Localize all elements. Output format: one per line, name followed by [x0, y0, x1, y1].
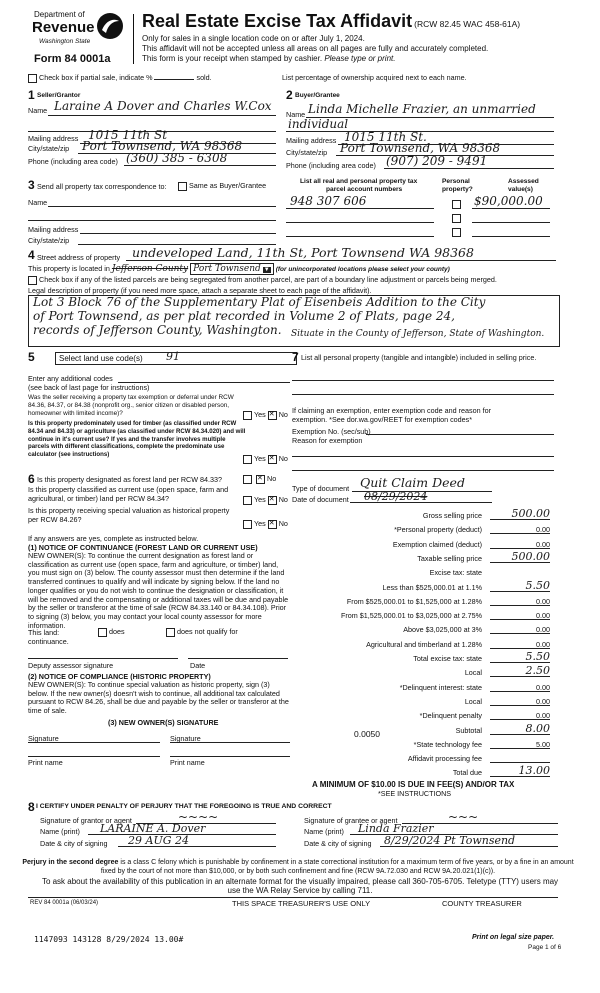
correspondence-heading: Send all property tax correspondence to:: [37, 182, 167, 191]
buyer-section: [286, 88, 554, 176]
doc-date-field[interactable]: 08/29/2024: [364, 490, 428, 503]
calc-amount-line: [490, 762, 550, 763]
does-option: [98, 627, 125, 637]
calc-value-field[interactable]: 5.00: [536, 739, 550, 749]
buyer-city-label: City/state/zip: [286, 148, 328, 157]
grantor-signature-label: Signature of grantor or agent: [40, 816, 132, 825]
partial-sale-sold: sold.: [196, 73, 212, 82]
calc-value-field[interactable]: 13.00: [518, 764, 550, 778]
signature-label-2: Signature: [170, 734, 201, 743]
calc-label: Agricultural and timberland at 1.28%: [366, 639, 482, 649]
footer-divider: [28, 897, 558, 898]
seller-name-label: Name: [28, 106, 48, 115]
calc-value-field[interactable]: 8.00: [525, 721, 550, 735]
calc-label: *Personal property (deduct): [394, 525, 482, 535]
calc-row: [292, 608, 554, 622]
current-use-question: Is this property classified as current use (open space, farm and agricultural, or timber) land per RCW 84.34?: [28, 485, 229, 503]
alternate-format-notice: To ask about the availability of this publication in an alternate format for the visually impaired, please call 360-705-6705. Teletype (TTY) users may use the WA Relay Service by calling 711.: [41, 877, 559, 895]
corr-address-field[interactable]: [80, 233, 276, 234]
exemption-reason-field-1[interactable]: [292, 456, 554, 457]
continuance-label: continuance.: [28, 637, 69, 646]
historic-yes-checkbox[interactable]: [243, 520, 252, 529]
section-3-number: 3: [28, 178, 35, 192]
calc-value-field[interactable]: 0.00: [536, 625, 550, 635]
forest-section: [28, 472, 290, 802]
buyer-name-label: Name: [286, 110, 306, 119]
calc-row: [292, 651, 554, 665]
calc-label: Gross selling price: [422, 511, 482, 520]
calc-label: Local: [464, 668, 482, 678]
section-2-number: 2: [286, 88, 293, 102]
legal-description-box[interactable]: [28, 295, 560, 347]
form-title: [142, 11, 520, 32]
historic-no-checkbox[interactable]: [268, 520, 277, 529]
exemption-yes-label: Yes: [254, 410, 266, 419]
parcel-header-2: parcel account numbers: [326, 186, 403, 193]
section-4-number: 4: [28, 248, 35, 262]
forest-yes-no: [243, 474, 276, 484]
calc-value-field[interactable]: 0.00: [536, 539, 550, 549]
calc-label: *State technology fee: [413, 739, 482, 749]
correspondence-section: [28, 178, 278, 248]
exemption-reason-label: Reason for exemption: [292, 436, 363, 445]
calc-row: [292, 765, 554, 779]
legal-line-4: Situate in the County of Jefferson, State of Washington.: [291, 329, 545, 339]
same-as-buyer-option: [178, 181, 266, 191]
calc-value-field[interactable]: 0.00: [536, 596, 550, 606]
calc-label: Taxable selling price: [417, 553, 482, 563]
timber-question: Is this property predominately used for timber (as classified under RCW 84.34 and 84.33) or agriculture (as classified under RCW 84.34.020) and will continue in it's current use? If yes and the transfer involves multiple parcels with different classifications, complete the predominate use calculator (see instructions): [28, 420, 246, 459]
location-select[interactable]: [190, 263, 274, 275]
historic-question: Is this property receiving special valuation as historical property per RCW 84.26?: [28, 506, 230, 524]
assessed-header-1: Assessed: [508, 178, 539, 185]
current-use-no-checkbox[interactable]: [268, 496, 277, 505]
forest-no-checkbox[interactable]: [256, 475, 265, 484]
certification-text: I CERTIFY UNDER PENALTY OF PERJURY THAT THE FOREGOING IS TRUE AND CORRECT: [36, 803, 332, 810]
section-7-number: 7: [292, 350, 299, 364]
deputy-signature-label: Deputy assessor signature: [28, 661, 114, 670]
calc-row: [292, 537, 554, 551]
seller-address-field[interactable]: 1015 11th St: [88, 128, 168, 142]
grantor-date-field[interactable]: 29 AUG 24: [128, 834, 189, 847]
revision-label: REV 84 0001a (06/03/24): [30, 900, 99, 906]
boundary-row: [28, 275, 497, 285]
calc-label: Excise tax: state: [429, 568, 482, 578]
form-number: Form 84 0001a: [34, 53, 111, 65]
historic-yes-no: [243, 519, 288, 529]
ownership-note: List percentage of ownership acquired next to each name.: [282, 73, 467, 82]
section-8-number: 8: [28, 800, 35, 814]
notice-1-body: NEW OWNER(S): To continue the current designation as forest land or classification as current use (open space, farm and agriculture, or timber) land, you must sign on (3) below. The county assessor must then determine if the land transferred continues to qualify and will indicate by signing below. If the land no longer qualifies or you do not wish to continue the designation or classification, it will be removed and the compensating or additional taxes will be due and payable by the seller or transferor at the time of sale (RCW 84.33.140 or 84.34.108). Prior to signing (3) below, you may contact your local county assessor for more information.: [28, 551, 289, 630]
seller-city-label: City/state/zip: [28, 144, 70, 153]
exemption-claim-text-a: If claiming an exemption, enter exemption code and reason for: [292, 406, 491, 415]
street-address-label: Street address of property: [37, 253, 121, 262]
calc-row: [292, 637, 554, 651]
calc-row: [292, 565, 554, 579]
land-use-code: 91: [166, 350, 180, 363]
calc-label: Less than $525,000.01 at 1.1%: [382, 582, 482, 592]
grantee-date-label: Date & city of signing: [304, 839, 372, 848]
seller-address-label: Mailing address: [28, 134, 79, 143]
calc-value-field[interactable]: 0.00: [536, 525, 550, 535]
treasurer-use-only: THIS SPACE TREASURER'S USE ONLY: [232, 899, 371, 908]
legal-paper-note: [472, 934, 554, 941]
header-note-2: This affidavit will not be accepted unless all areas on all pages are fully and accurately completed.: [142, 44, 489, 53]
chevron-down-icon: ▼: [263, 267, 270, 273]
calc-row: [292, 594, 554, 608]
partial-sale-label: Check box if partial sale, indicate %: [39, 73, 153, 82]
exemption-number-field[interactable]: [366, 434, 554, 435]
calc-row: [292, 751, 554, 765]
owner-print-1-field[interactable]: [28, 756, 160, 757]
boundary-label: Check box if any of the listed parcels are being segregated from another parcel, are part of a boundary line adjustment or parcels being merged.: [39, 275, 497, 284]
calc-row: [292, 622, 554, 636]
notice-2-title: (2) NOTICE OF COMPLIANCE (HISTORIC PROPERTY): [28, 672, 211, 681]
form-title-text: Real Estate Excise Tax Affidavit: [142, 11, 413, 31]
timber-no-checkbox[interactable]: [268, 455, 277, 464]
signature-label-1: Signature: [28, 734, 59, 743]
assessed-value-field[interactable]: $90,000.00: [474, 194, 543, 208]
buyer-address-field[interactable]: 1015 11th St.: [344, 130, 427, 144]
calc-label: Exemption claimed (deduct): [392, 539, 482, 549]
calc-row: [292, 694, 554, 708]
additional-codes-note: (see back of last page for instructions): [28, 383, 150, 392]
county-treasurer-label: COUNTY TREASURER: [442, 899, 522, 908]
grantor-name-field[interactable]: LARAINE A. Dover: [100, 822, 206, 835]
grantor-name-label: Name (print): [40, 827, 80, 836]
calc-label: From $525,000.01 to $1,525,000 at 1.28%: [346, 596, 482, 606]
local-rate-value: 0.0050: [354, 729, 380, 739]
notice-3-title: (3) NEW OWNER(S) SIGNATURE: [108, 718, 219, 727]
timber-yes-label: Yes: [254, 454, 266, 463]
header-note-3b: Please type or print.: [324, 54, 396, 63]
grantor-date-label: Date & city of signing: [40, 839, 108, 848]
calc-label: Total due: [452, 768, 482, 778]
calc-value-field[interactable]: 0.00: [536, 639, 550, 649]
land-use-select[interactable]: [55, 352, 297, 365]
parcel-section: [286, 178, 554, 250]
calc-row: [292, 551, 554, 565]
unincorporated-note: (for unincorporated locations please select your county): [275, 266, 450, 273]
legal-desc-label: Legal description of property (if you need more space, attach a separate sheet to each page of the affidavit).: [28, 286, 372, 295]
legal-line-2: of Port Townsend, as per plat recorded in Volume 2 of Plats, page 24,: [33, 309, 455, 323]
see-instructions-note: *SEE INSTRUCTIONS: [378, 789, 452, 798]
parcel-number-field[interactable]: 948 307 606: [290, 194, 367, 208]
calc-label: Total excise tax: state: [413, 654, 482, 663]
calc-value-field[interactable]: 5.50: [525, 650, 550, 663]
perjury-notice-bold: Perjury in the second degree: [22, 859, 119, 866]
section-6-number: 6: [28, 472, 35, 486]
buyer-phone-label: Phone (including area code): [286, 161, 376, 170]
exemption-no-checkbox[interactable]: [268, 411, 277, 420]
seller-section: [28, 88, 278, 168]
personal-property-field-2[interactable]: [292, 394, 554, 395]
assessed-header-2: value(s): [508, 186, 533, 193]
header-divider: [133, 14, 134, 64]
corr-name-label: Name: [28, 198, 48, 207]
page-number: Page 1 of 6: [528, 944, 562, 951]
personal-property-field-1[interactable]: [292, 380, 554, 381]
forest-no-label: No: [267, 474, 277, 483]
exemption-no-label: No: [278, 410, 288, 419]
calc-row: [292, 680, 554, 694]
calc-label: Local: [464, 696, 482, 706]
section-5-number: 5: [28, 350, 35, 364]
current-use-yes-no: [243, 495, 288, 505]
rcw-reference: (RCW 82.45 WAC 458-61A): [414, 19, 521, 29]
seller-city-field[interactable]: Port Townsend, WA 98368: [82, 139, 243, 153]
seller-heading: Seller/Grantor: [37, 92, 81, 99]
legal-line-1: Lot 3 Block 76 of the Supplementary Plat of Eisenbeis Addition to the City: [33, 295, 486, 309]
if-yes-note: If any answers are yes, complete as instructed below.: [28, 534, 199, 543]
calc-value-field[interactable]: 2.50: [525, 664, 550, 678]
exemption-claim-text-b: exemption.: [292, 415, 328, 424]
historic-yes-label: Yes: [254, 519, 266, 528]
owner-print-2-field[interactable]: [170, 756, 290, 757]
land-use-section: [28, 350, 290, 470]
calc-label: From $1,525,000.01 to $3,025,000 at 2.75%: [340, 611, 482, 621]
buyer-city-field[interactable]: Port Townsend, WA 98368: [340, 141, 501, 155]
seller-phone-label: Phone (including area code): [28, 157, 118, 166]
calc-row: [292, 508, 554, 522]
same-as-buyer-label: Same as Buyer/Grantee: [189, 181, 267, 190]
calc-row: [292, 708, 554, 722]
this-land-label: This land:: [28, 628, 60, 637]
additional-codes-label: Enter any additional codes: [28, 374, 113, 383]
calc-value-field[interactable]: 500.00: [511, 507, 550, 520]
parcel-header-1: List all real and personal property tax: [300, 178, 418, 185]
perjury-notice-text: is a class C felony which is punishable by confinement in a state correctional institution for a maximum term of five years, or by a fine in an amount fixed by the court of not more than $10,000, or by both such confinement and fine (RCW 9A.72.030 and RCW 9A.20.021(1)(c)).: [100, 859, 574, 875]
historic-no-label: No: [278, 519, 288, 528]
corr-name-field[interactable]: [48, 206, 276, 207]
notice-1-title: (1) NOTICE OF CONTINUANCE (FOREST LAND OR CURRENT USE): [28, 543, 258, 552]
doc-date-label: Date of document: [292, 495, 349, 504]
location-select-value: Port Townsend: [193, 264, 261, 274]
notice-2-body: NEW OWNER(S): To continue special valuation as historic property, sign (3) below. If the new owner(s) doesn't wish to continue, all additional tax calculated pursuant to RCW 84.26, shall be due and payable by the seller or transferor at the time of sale.: [28, 680, 289, 716]
dor-logo: [28, 10, 128, 54]
calc-value-field[interactable]: 0.00: [536, 611, 550, 621]
located-in-row: [28, 263, 450, 275]
buyer-name-field[interactable]: Linda Michelle Frazier, an unmarried: [308, 102, 536, 116]
does-label: does: [109, 627, 125, 636]
certification-section: [28, 800, 558, 856]
located-county-struck: Jefferson County: [111, 264, 189, 274]
current-use-no-label: No: [278, 495, 288, 504]
deputy-date-field[interactable]: [188, 658, 288, 659]
does-not-label: does not qualify for: [177, 627, 238, 636]
doc-type-label: Type of document: [292, 484, 350, 493]
calc-label: *Delinquent penalty: [419, 711, 482, 721]
personal-property-checkbox-3[interactable]: [452, 228, 461, 237]
personal-header-2: property?: [442, 186, 473, 193]
calc-label: Affidavit processing fee: [407, 754, 482, 764]
calc-row: [292, 580, 554, 594]
exemption-yes-no: [243, 410, 288, 420]
grantor-signature-scribble: ~~~~: [178, 810, 219, 824]
header-note-3: [142, 54, 395, 63]
seller-phone-field[interactable]: (360) 385 - 6308: [126, 151, 228, 165]
personal-property-checkbox-2[interactable]: [452, 214, 461, 223]
personal-property-checkbox-1[interactable]: [452, 200, 461, 209]
logo-swoosh-icon: [96, 12, 124, 40]
exemption-number-label: Exemption No. (sec/sub): [292, 427, 371, 436]
legal-line-3: records of Jefferson County, Washington.: [33, 323, 282, 337]
calc-row: [292, 665, 554, 679]
calc-row: [292, 723, 554, 737]
grantee-name-label: Name (print): [304, 827, 344, 836]
partial-sale-checkbox[interactable]: [28, 74, 37, 83]
minimum-due-note: A MINIMUM OF $10.00 IS DUE IN FEE(S) AND/OR TAX: [312, 780, 515, 789]
section-1-number: 1: [28, 88, 35, 102]
calc-value-field[interactable]: 0.00: [536, 696, 550, 706]
current-use-yes-label: Yes: [254, 495, 266, 504]
calc-label: *Delinquent interest: state: [399, 682, 482, 692]
same-as-buyer-checkbox[interactable]: [178, 182, 187, 191]
buyer-heading: Buyer/Grantee: [295, 92, 340, 99]
corr-city-label: City/state/zip: [28, 236, 70, 245]
calc-value-field[interactable]: 5.50: [525, 578, 550, 592]
forest-yes-checkbox[interactable]: [243, 475, 252, 484]
print-name-label-1: Print name: [28, 758, 63, 767]
boundary-checkbox[interactable]: [28, 276, 37, 285]
calc-label: Subtotal: [455, 725, 482, 735]
seller-name-field[interactable]: Laraine A Dover and Charles W.Cox: [54, 99, 272, 113]
logo-revenue-text: Revenue: [32, 19, 95, 36]
exemption-claim-label: [292, 406, 554, 424]
exemption-claim-text-c: *See dor.wa.gov/REET for exemption codes*: [329, 415, 473, 424]
header-note-1: Only for sales in a single location code on or after July 1, 2024.: [142, 34, 365, 43]
calc-row: [292, 737, 554, 751]
deputy-signature-field[interactable]: [28, 658, 178, 659]
partial-sale-row: [28, 73, 212, 83]
exemption-question: Was the seller receiving a property tax exemption or deferral under RCW 84.36, 84.37, or 84.38 (nonprofit org., senior citizen or disabled person, homeowner with limited income)?: [28, 394, 234, 417]
buyer-phone-field[interactable]: (907) 209 - 9491: [386, 154, 488, 168]
doc-type-field[interactable]: Quit Claim Deed: [360, 475, 465, 490]
calc-value-field[interactable]: 0.00: [536, 711, 550, 721]
grantee-signature-scribble: ~~~: [448, 810, 479, 824]
land-use-select-label: Select land use code(s): [59, 354, 143, 363]
does-not-option: [166, 627, 238, 637]
logo-state-text: Washington State: [39, 38, 91, 45]
buyer-address-label: Mailing address: [286, 136, 337, 145]
does-checkbox[interactable]: [98, 628, 107, 637]
tax-calculation-table: [292, 508, 554, 798]
buyer-name-field-2[interactable]: individual: [288, 117, 349, 131]
located-in-label: This property is located in: [28, 264, 110, 273]
exemption-reason-field-2[interactable]: [292, 470, 554, 471]
grantee-signature-label: Signature of grantee or agent: [304, 816, 398, 825]
current-use-yes-checkbox[interactable]: [243, 496, 252, 505]
does-not-checkbox[interactable]: [166, 628, 175, 637]
logo-department-text: Department of: [34, 10, 85, 19]
corr-address-label: Mailing address: [28, 225, 79, 234]
timber-no-label: No: [278, 454, 288, 463]
street-address-field[interactable]: undeveloped Land, 11th St, Port Townsend WA 98368: [132, 245, 474, 260]
header-note-3a: This form is your receipt when stamped by cashier.: [142, 54, 323, 63]
calc-value-field[interactable]: 0.00: [536, 682, 550, 692]
timber-yes-no: [243, 454, 288, 464]
timber-yes-checkbox[interactable]: [243, 455, 252, 464]
grantee-name-field[interactable]: Linda Frazier: [358, 822, 434, 835]
receipt-stamp: 1147093 143128 8/29/2024 13.00#: [34, 935, 184, 944]
print-name-label-2: Print name: [170, 758, 205, 767]
calc-label: Above $3,025,000 at 3%: [403, 625, 482, 635]
perjury-notice: [18, 858, 578, 876]
personal-header-1: Personal: [442, 178, 470, 185]
calc-row: [292, 522, 554, 536]
grantee-date-field[interactable]: 8/29/2024 Pt Townsend: [384, 834, 516, 847]
legal-paper-note-text: Print on legal size paper.: [472, 934, 555, 941]
calc-value-field[interactable]: 500.00: [511, 549, 550, 563]
deputy-date-label: Date: [190, 661, 206, 670]
personal-property-label: List all personal property (tangible and intangible) included in selling price.: [301, 353, 537, 362]
forest-question: Is this property designated as forest land per RCW 84.33?: [37, 475, 222, 484]
exemption-yes-checkbox[interactable]: [243, 411, 252, 420]
